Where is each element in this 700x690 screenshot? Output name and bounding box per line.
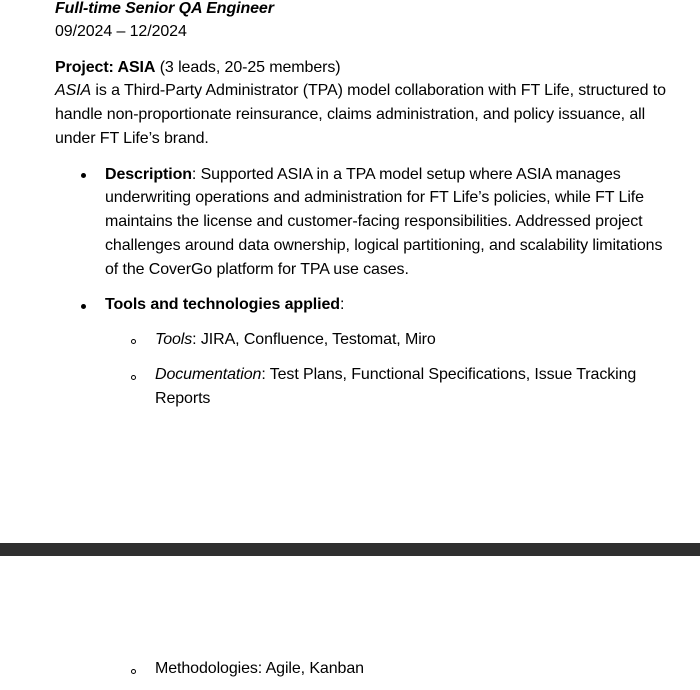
documentation-item-line-2: Reports (155, 390, 211, 407)
project-team-size: (3 leads, 20-25 members) (155, 59, 341, 76)
tools-heading-suffix: : (339, 296, 345, 313)
documentation-label: Documentation (155, 366, 262, 383)
project-label: Project: ASIA (55, 59, 156, 76)
documentation-text-1: : Test Plans, Functional Specifications, Issue Tracking (261, 366, 637, 383)
project-intro-line-2: handle non-proportionate reinsurance, claims administration, and policy issuance, all (55, 106, 646, 123)
project-intro-line-1 (55, 79, 666, 103)
tools-label: Tools (155, 331, 193, 348)
project-intro-name: ASIA (55, 82, 92, 99)
description-line-2: underwriting operations and administration for FT Life’s policies, while FT Life (105, 189, 644, 206)
tools-heading-label: Tools and technologies applied (105, 296, 340, 313)
documentation-item-line-1 (155, 363, 636, 387)
project-heading (55, 56, 341, 80)
project-intro-text-1: is a Third-Party Administrator (TPA) model collaboration with FT Life, structured to (91, 82, 666, 99)
job-title: Full-time Senior QA Engineer (55, 0, 274, 17)
description-line-5: of the CoverGo platform for TPA use cases. (105, 261, 409, 278)
description-label: Description (105, 166, 192, 183)
description-line-1 (105, 163, 621, 187)
tools-heading (105, 293, 344, 317)
description-line-3: maintains the license and customer-facing responsibilities. Addressed project (105, 213, 643, 230)
sub-bullet-circle (131, 669, 136, 674)
bullet-point (81, 173, 86, 178)
document-page-2 (0, 556, 700, 690)
description-text-1: : Supported ASIA in a TPA model setup where ASIA manages (191, 166, 621, 183)
bullet-point (81, 304, 86, 309)
tools-item (155, 328, 436, 352)
job-dates: 09/2024 – 12/2024 (55, 23, 187, 40)
sub-bullet-circle (131, 339, 136, 344)
project-intro-line-3: under FT Life’s brand. (55, 130, 209, 147)
description-line-4: challenges around data ownership, logical partitioning, and scalability limitations (105, 237, 663, 254)
sub-bullet-circle (131, 375, 136, 380)
page-separator (0, 543, 700, 556)
tools-text: : JIRA, Confluence, Testomat, Miro (192, 331, 436, 348)
methodologies-item: Methodologies: Agile, Kanban (155, 660, 364, 677)
